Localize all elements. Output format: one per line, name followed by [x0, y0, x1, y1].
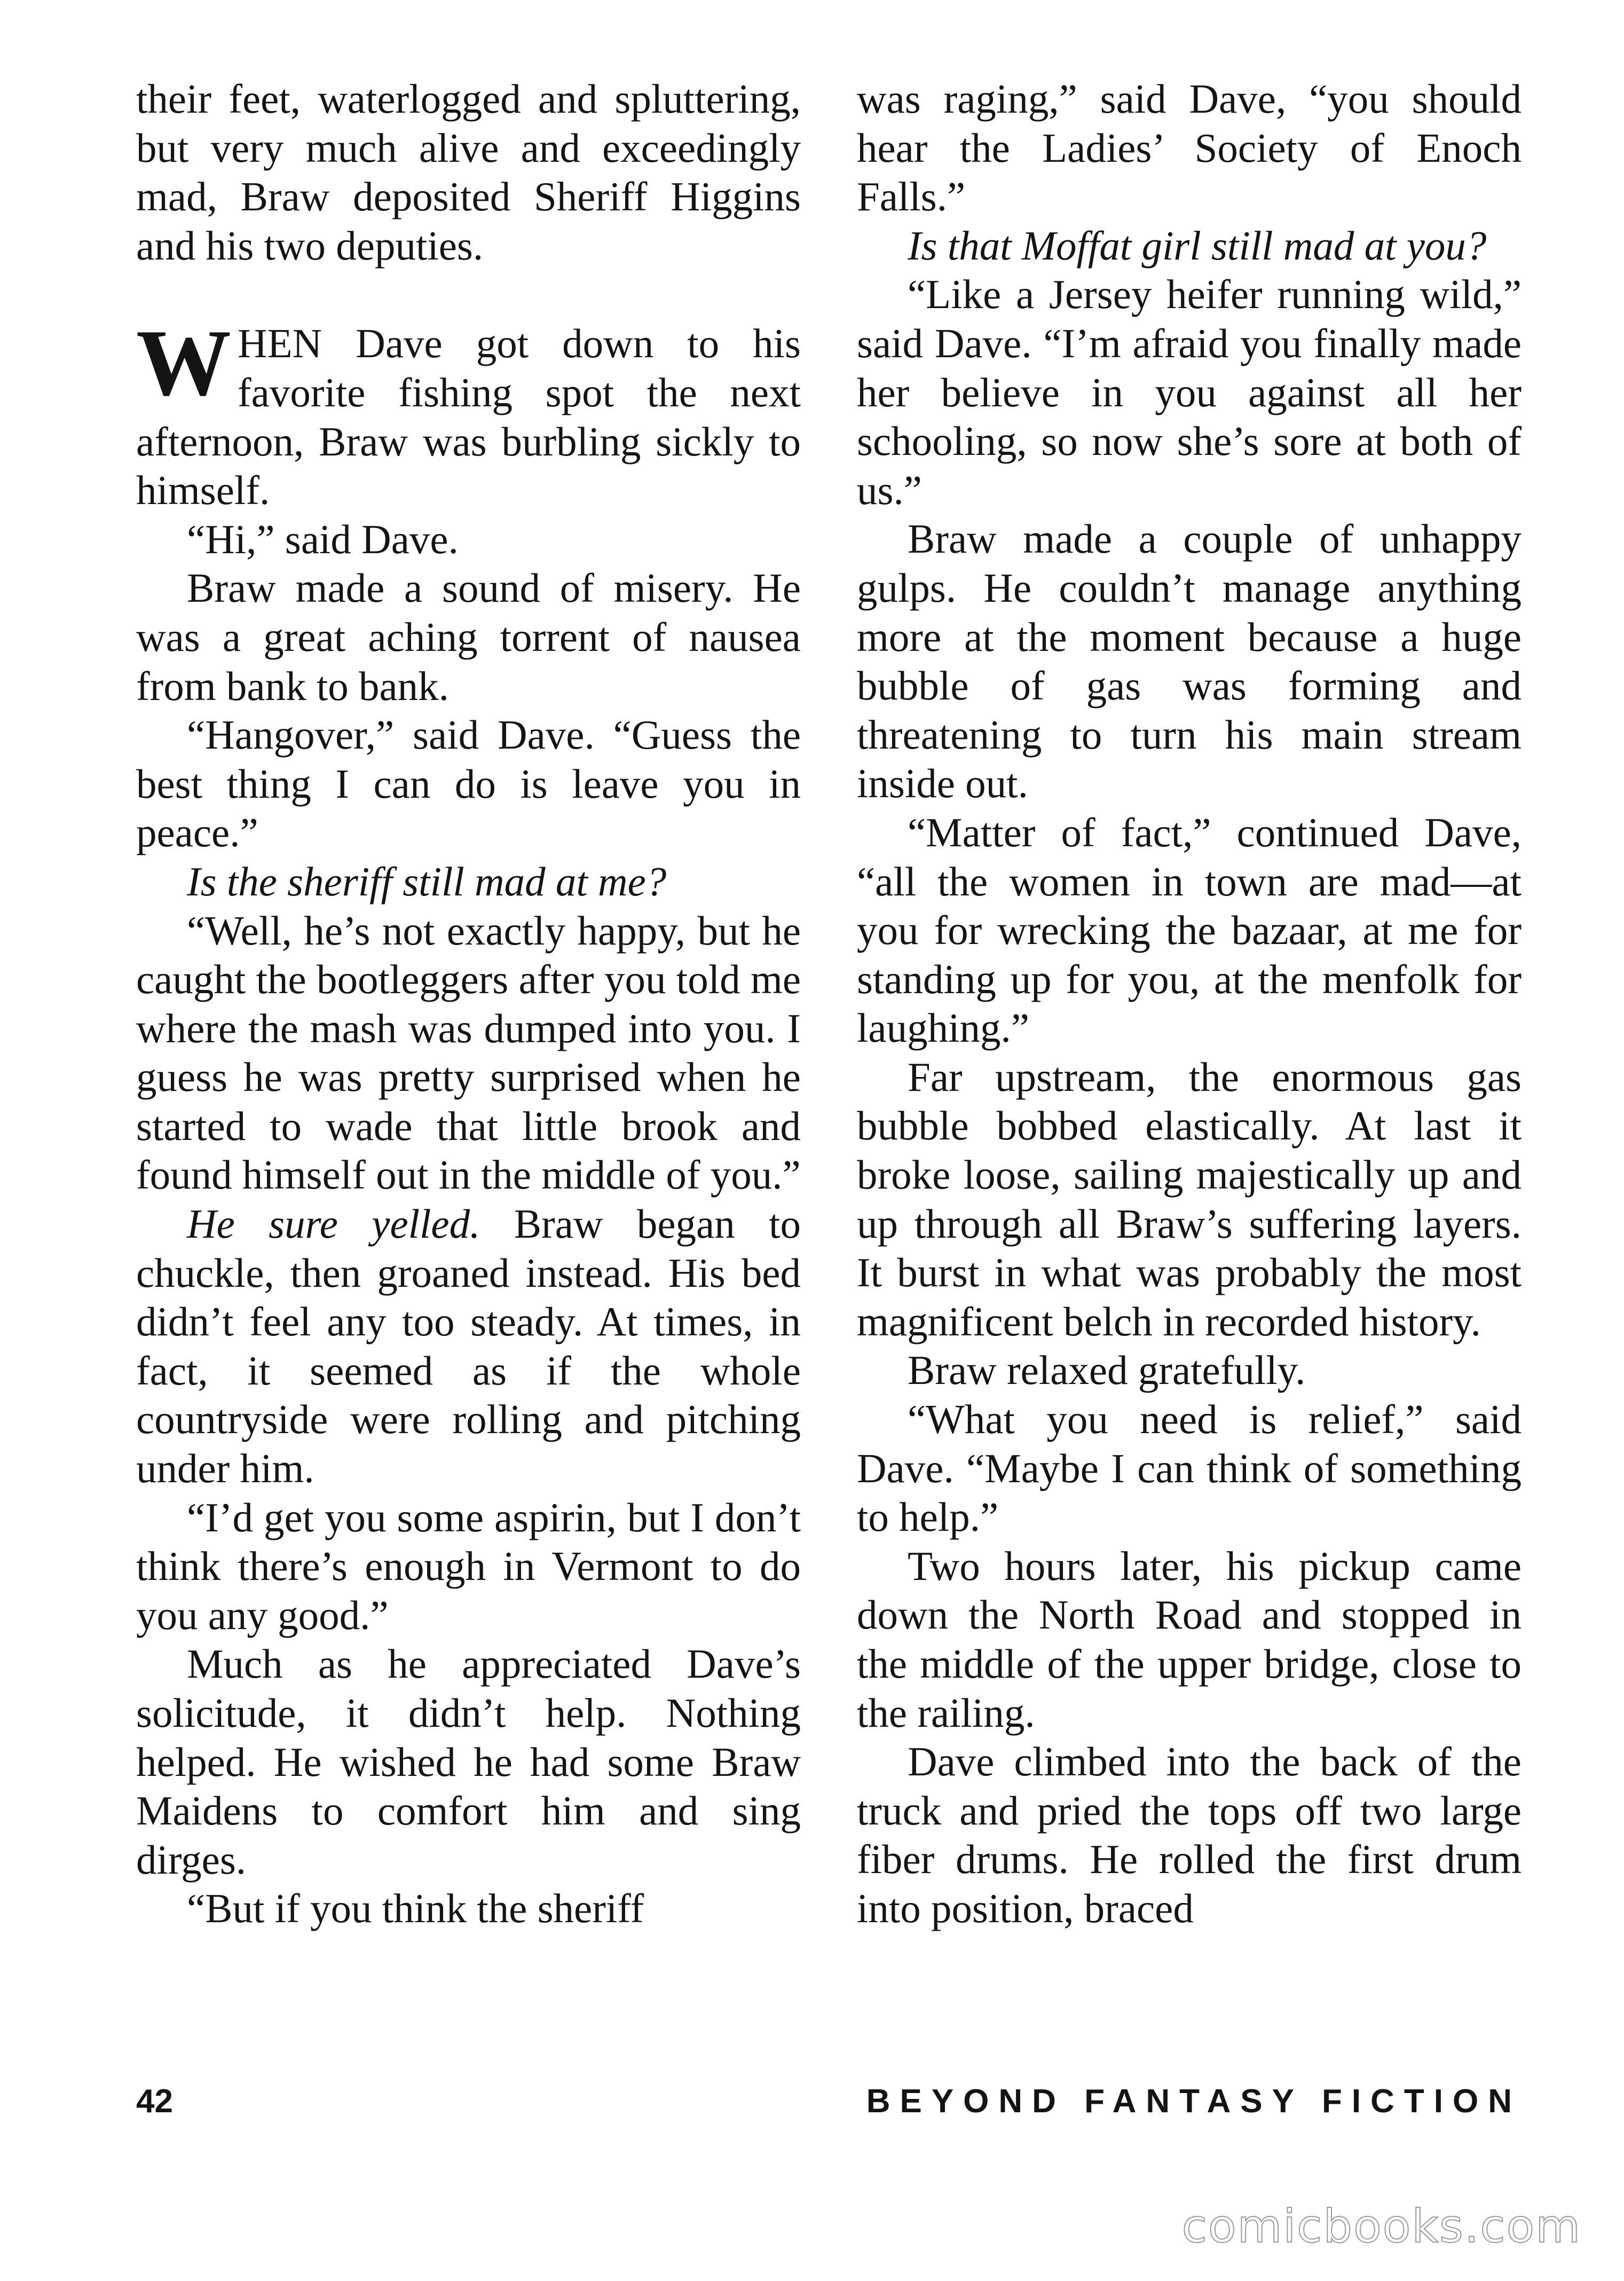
italic-text: Is the sheriff still mad at me?	[187, 858, 667, 904]
italic-thought-paragraph	[136, 858, 801, 907]
left-column	[136, 75, 801, 1933]
paragraph: Much as he appreciated Dave’s solicitude, it didn’t help. Nothing helped. He wished he had some Braw Maidens to comfort him and sing dirges.	[136, 1641, 801, 1883]
paragraph: Braw relaxed gratefully.	[908, 1347, 1306, 1394]
paragraph: “Hi,” said Dave.	[187, 516, 459, 562]
italic-text: Is that Moffat girl still mad at you?	[908, 222, 1487, 269]
paragraph: Braw made a sound of misery. He was a great aching torrent of nausea from bank to bank.	[136, 565, 801, 709]
paragraph: Braw made a couple of unhappy gulps. He couldn’t manage anything more at the moment because a huge bubble of gas was forming and threatening to turn his main stream inside out.	[857, 516, 1521, 807]
section-opening-paragraph	[136, 310, 801, 515]
paragraph-text: HEN Dave got down to his favorite fishing spot the next afternoon, Braw was burbling sickly to himself.	[136, 320, 801, 514]
paragraph: “Well, he’s not exactly happy, but he caught the bootleggers after you told me where the mash was dumped into you. I guess he was pretty surprised when he started to wade that little brook and found himself out in the middle of you.”	[136, 907, 801, 1198]
paragraph: “I’d get you some aspirin, but I don’t think there’s enough in Vermont to do you any good.”	[136, 1494, 801, 1638]
paragraph: Dave climbed into the back of the truck and pried the tops off two large fiber drums. He rolled the first drum into position, braced	[857, 1739, 1521, 1931]
paragraph: Two hours later, his pickup came down the North Road and stopped in the middle of the upper bridge, close to the railing.	[857, 1543, 1521, 1736]
paragraph: was raging,” said Dave, “you should hear the Ladies’ Society of Enoch Falls.”	[857, 76, 1521, 220]
paragraph: their feet, waterlogged and spluttering, but very much alive and exceedingly mad, Braw deposited Sheriff Higgins and his two deputies.	[136, 76, 801, 269]
paragraph-text: Braw began to chuckle, then groaned instead. His bed didn’t feel any too steady. At times, in fact, it seemed as if the whole countryside were rolling and pitching under him.	[136, 1201, 801, 1492]
paragraph: “Like a Jersey heifer running wild,” said Dave. “I’m afraid you finally made her believe in you against all her schooling, so now she’s sore at both of us.”	[857, 271, 1521, 513]
page-number: 42	[136, 2083, 173, 2120]
paragraph: “Hangover,” said Dave. “Guess the best thing I can do is leave you in peace.”	[136, 712, 801, 856]
paragraph	[136, 1200, 801, 1493]
paragraph: “What you need is relief,” said Dave. “Maybe I can think of something to help.”	[857, 1396, 1521, 1540]
italic-text: He sure yelled.	[187, 1201, 480, 1247]
drop-cap: W	[136, 310, 231, 416]
page-footer	[136, 2082, 1521, 2130]
italic-thought-paragraph	[857, 222, 1521, 271]
right-column	[857, 75, 1521, 1933]
running-head: BEYOND FANTASY FICTION	[866, 2083, 1521, 2120]
paragraph: “But if you think the sheriff	[187, 1885, 644, 1932]
watermark: comicbooks.com	[1181, 2200, 1581, 2253]
paragraph: Far upstream, the enormous gas bubble bobbed elastically. At last it broke loose, sailing majestically up and up through all Braw’s suffering layers. It burst in what was probably the most magnificent belch in recorded history.	[857, 1053, 1521, 1344]
paragraph: “Matter of fact,” continued Dave, “all the women in town are mad—at you for wrecking the bazaar, at me for standing up for you, at the menfolk for laughing.”	[857, 809, 1521, 1051]
